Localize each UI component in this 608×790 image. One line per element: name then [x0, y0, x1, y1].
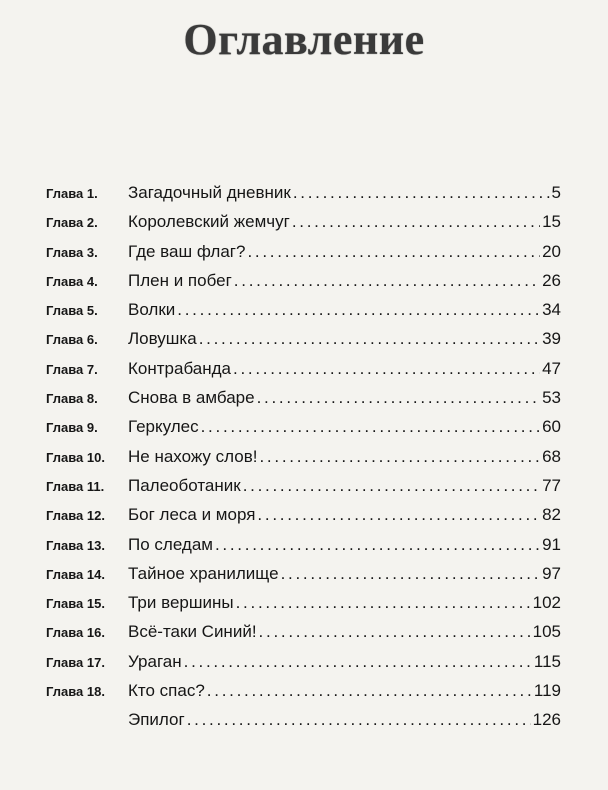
toc-page-number: 34 — [542, 300, 561, 320]
toc-chapter-title: Королевский жемчуг — [128, 212, 290, 232]
toc-page-number: 91 — [542, 534, 561, 554]
toc-page-number: 119 — [533, 681, 561, 701]
toc-chapter-title: Всё-таки Синий! — [128, 622, 257, 642]
toc-entry — [46, 300, 561, 329]
toc-entry — [46, 710, 561, 739]
toc-entry — [46, 271, 561, 300]
table-of-contents — [46, 183, 561, 740]
toc-page-number: 126 — [532, 710, 561, 730]
toc-chapter-number: Глава 12. — [46, 508, 105, 524]
toc-entry — [46, 622, 561, 651]
toc-chapter-number: Глава 9. — [46, 420, 98, 436]
toc-dot-leader — [233, 359, 540, 379]
toc-page-number: 115 — [533, 651, 561, 671]
toc-chapter-title: Плен и побег — [128, 270, 232, 290]
toc-chapter-title: Загадочный дневник — [128, 183, 291, 202]
toc-chapter-number: Глава 7. — [46, 361, 98, 377]
toc-chapter-title: Не нахожу слов! — [128, 446, 258, 466]
toc-entry — [46, 212, 561, 241]
toc-chapter-number: Глава 11. — [46, 478, 105, 494]
toc-entry — [46, 329, 561, 358]
toc-chapter-title: По следам — [128, 534, 213, 554]
toc-chapter-title: Ураган — [128, 651, 182, 671]
toc-entry — [46, 447, 561, 476]
toc-entry — [46, 564, 561, 593]
toc-page-number: 77 — [542, 475, 561, 495]
toc-chapter-number: Глава 8. — [46, 391, 98, 407]
toc-entry — [46, 535, 561, 564]
toc-chapter-title: Контрабанда — [128, 358, 232, 378]
toc-dot-leader — [236, 593, 531, 613]
toc-chapter-number: Глава 6. — [46, 332, 98, 348]
toc-page-number: 97 — [542, 563, 561, 583]
toc-dot-leader — [187, 710, 531, 730]
toc-dot-leader — [184, 652, 532, 672]
toc-dot-leader — [281, 564, 541, 584]
toc-page-number: 39 — [542, 329, 561, 349]
toc-page-number: 60 — [542, 417, 561, 437]
toc-dot-leader — [293, 183, 550, 203]
toc-dot-leader — [247, 242, 540, 262]
toc-entry — [46, 359, 561, 388]
toc-entry — [46, 476, 561, 505]
toc-chapter-number: Глава 2. — [46, 215, 98, 231]
toc-chapter-number: Глава 14. — [46, 566, 105, 582]
toc-chapter-number: Глава 5. — [46, 303, 98, 319]
toc-chapter-number: Глава 15. — [46, 596, 105, 612]
toc-page-number: 82 — [542, 505, 561, 525]
toc-dot-leader — [257, 388, 541, 408]
toc-chapter-number: Глава 1. — [46, 186, 98, 201]
toc-entry — [46, 183, 561, 212]
toc-chapter-title: Где ваш флаг? — [128, 241, 246, 261]
toc-dot-leader — [234, 271, 540, 291]
toc-dot-leader — [243, 476, 540, 496]
toc-chapter-title: Бог леса и моря — [128, 505, 256, 525]
toc-entry — [46, 242, 561, 271]
toc-page-number: 5 — [551, 183, 561, 202]
toc-dot-leader — [292, 212, 540, 232]
toc-chapter-title: Палеоботаник — [128, 475, 241, 495]
toc-dot-leader — [201, 417, 540, 437]
toc-chapter-title: Кто спас? — [128, 681, 205, 701]
toc-dot-leader — [215, 535, 540, 555]
toc-dot-leader — [207, 681, 532, 701]
toc-chapter-title: Тайное хранилище — [128, 563, 279, 583]
toc-entry — [46, 417, 561, 446]
toc-chapter-number: Глава 13. — [46, 537, 105, 553]
toc-chapter-number: Глава 18. — [46, 684, 105, 700]
toc-chapter-number: Глава 17. — [46, 654, 105, 670]
toc-dot-leader — [259, 622, 531, 642]
toc-dot-leader — [257, 505, 540, 525]
page-title: Оглавление — [183, 15, 425, 64]
toc-chapter-title: Геркулес — [128, 417, 199, 437]
toc-chapter-number: Глава 16. — [46, 625, 105, 641]
toc-dot-leader — [199, 329, 540, 349]
toc-dot-leader — [177, 300, 540, 320]
toc-chapter-number: Глава 3. — [46, 244, 98, 260]
toc-page-number: 26 — [542, 270, 561, 290]
toc-page-number: 15 — [542, 212, 561, 232]
toc-chapter-title: Ловушка — [128, 329, 197, 349]
toc-entry — [46, 681, 561, 710]
toc-entry — [46, 593, 561, 622]
toc-page-number: 105 — [532, 622, 561, 642]
toc-page-number: 47 — [542, 358, 561, 378]
toc-chapter-title: Волки — [128, 300, 176, 320]
toc-entry — [46, 505, 561, 534]
toc-dot-leader — [259, 447, 540, 467]
toc-entry — [46, 652, 561, 681]
toc-chapter-number: Глава 10. — [46, 449, 105, 465]
toc-page-number: 68 — [542, 446, 561, 466]
toc-page-number: 102 — [532, 593, 561, 613]
toc-chapter-title: Эпилог — [128, 710, 185, 730]
toc-chapter-title: Три вершины — [128, 593, 234, 613]
toc-entry — [46, 388, 561, 417]
toc-chapter-title: Снова в амбаре — [128, 388, 255, 408]
toc-chapter-number: Глава 4. — [46, 273, 98, 289]
toc-page-number: 53 — [542, 388, 561, 408]
toc-page-number: 20 — [542, 241, 561, 261]
